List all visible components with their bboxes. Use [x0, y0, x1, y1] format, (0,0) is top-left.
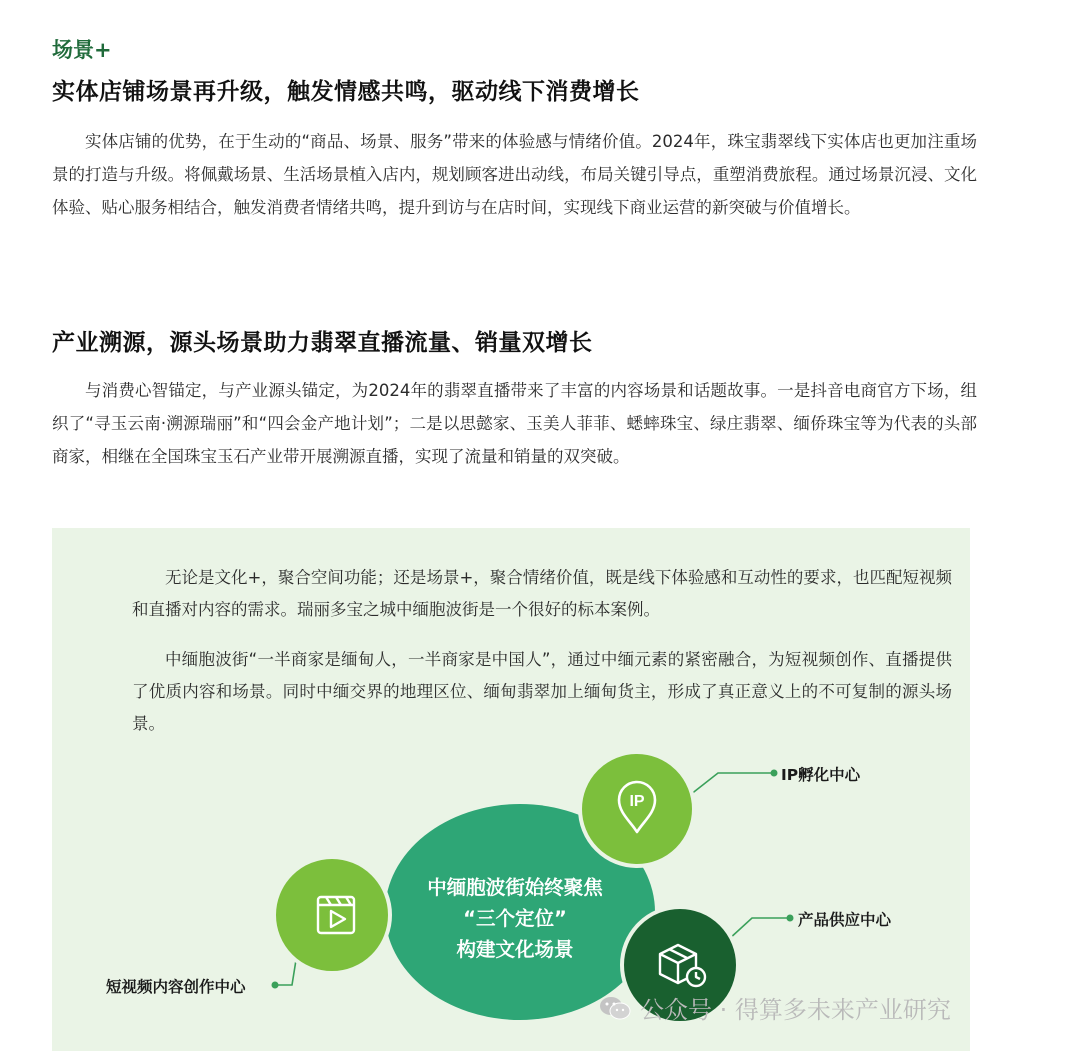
wechat-icon: [598, 995, 632, 1021]
section2-paragraph: 与消费心智锚定，与产业源头锚定，为2024年的翡翠直播带来了丰富的内容场景和话题故事。一是抖音电商官方下场，组织了“寻玉云南·溯源瑞丽”和“四会金产地计划”；二是以思懿家、玉美人菲菲、蟋蟀珠宝、绿庄翡翠、缅侨珠宝等为代表的头部商家，相继在全国珠宝玉石产业带开展溯源直播，实现了流量和销量的双突破。: [52, 381, 977, 466]
panel-paragraph-1: 无论是文化+，聚合空间功能；还是场景+，聚合情绪价值，既是线下体验感和互动性的要求，也匹配短视频和直播对内容的需求。瑞丽多宝之城中缅胞波街是一个很好的标本案例。: [132, 568, 952, 619]
watermark: [598, 990, 951, 1025]
panel-paragraph-2: 中缅胞波街“一半商家是缅甸人，一半商家是中国人”，通过中缅元素的紧密融合，为短视频创作、直播提供了优质内容和场景。同时中缅交界的地理区位、缅甸翡翠加上缅甸货主，形成了真正意义上的不可复制的源头场景。: [132, 650, 952, 733]
connector-product: [728, 918, 790, 940]
ip-icon-text: IP: [629, 793, 645, 810]
product-supply-label: 产品供应中心: [798, 911, 892, 929]
section1-heading: 实体店铺场景再升级，触发情感共鸣，驱动线下消费增长: [52, 79, 640, 105]
center-line-2: “三个定位”: [463, 907, 567, 930]
connector-dot-ip: [771, 770, 778, 777]
section-tag: 场景+: [52, 38, 112, 62]
ip-incubation-label: IP孵化中心: [781, 766, 861, 784]
video-content-label: 短视频内容创作中心: [106, 978, 246, 996]
connector-dot-video: [272, 982, 279, 989]
connector-ip: [690, 773, 774, 795]
section1-paragraph: 实体店铺的优势，在于生动的“商品、场景、服务”带来的体验感与情绪价值。2024年，珠宝翡翠线下实体店也更加注重场景的打造与升级。将佩戴场景、生活场景植入店内，规划顾客进出动线，布局关键引导点，重塑消费旅程。通过场景沉浸、文化体验、贴心服务相结合，触发消费者情绪共鸣，提升到访与在店时间，实现线下商业运营的新突破与价值增长。: [52, 132, 977, 217]
center-line-1: 中缅胞波街始终聚焦: [427, 876, 603, 899]
section2-heading: 产业溯源，源头场景助力翡翠直播流量、销量双增长: [52, 330, 593, 356]
center-label: [370, 872, 660, 965]
center-line-3: 构建文化场景: [456, 938, 574, 961]
watermark-text: 公众号 · 得算多未来产业研究: [640, 996, 951, 1024]
connector-dot-product: [787, 915, 794, 922]
